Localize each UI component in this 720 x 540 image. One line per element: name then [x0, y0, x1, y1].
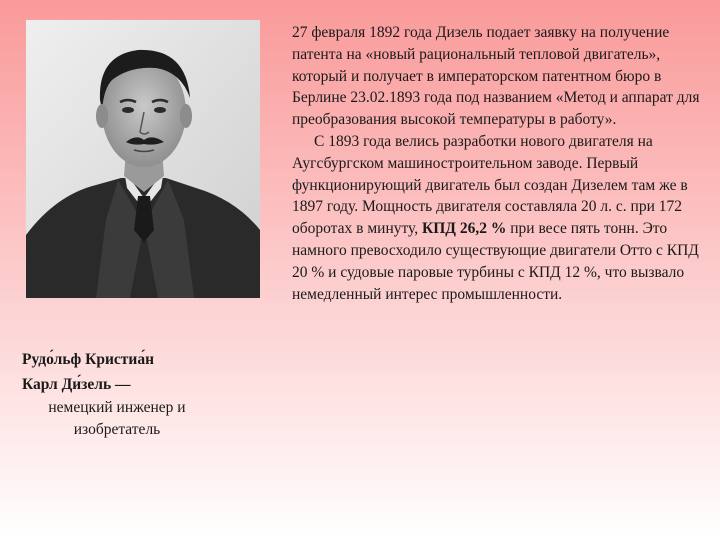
caption-name-line1: Рудо́льф Кристиа́н — [22, 351, 155, 368]
caption-name-line2: Карл Ди́зель — — [22, 376, 131, 393]
caption-desc-line1: немецкий инженер и — [48, 399, 186, 416]
paragraph-development — [292, 131, 704, 305]
portrait-photo — [26, 20, 260, 298]
efficiency-highlight: КПД 26,2 % — [422, 220, 507, 238]
paragraph-development-end: при весе пять тонн. Это намного превосходило существующие двигатели Отто с КПД 20 % и судовые паровые турбины с КПД 12 %, что вызвало немедленный интерес промышленности. — [292, 220, 699, 303]
paragraph-patent: 27 февраля 1892 года Дизель подает заявку на получение патента на «новый рациональный тепловой двигатель», который и получает в императорском патентном бюро в Берлине 23.02.1893 года под названием «Метод и аппарат для преобразования высокой температуры в работу». — [292, 24, 700, 129]
caption-desc-line2: изобретатель — [73, 421, 161, 438]
main-text — [292, 22, 704, 305]
paragraph-development-start: С 1893 года велись разработки нового двигателя на Аугсбургском машиностроительном заводе. Первый функционирующий двигатель был создан Дизелем там же в 1897 году. Мощность двигателя составляла 20 л. с. при 172 оборотах в минуту, — [292, 132, 688, 238]
portrait-caption — [22, 347, 270, 441]
